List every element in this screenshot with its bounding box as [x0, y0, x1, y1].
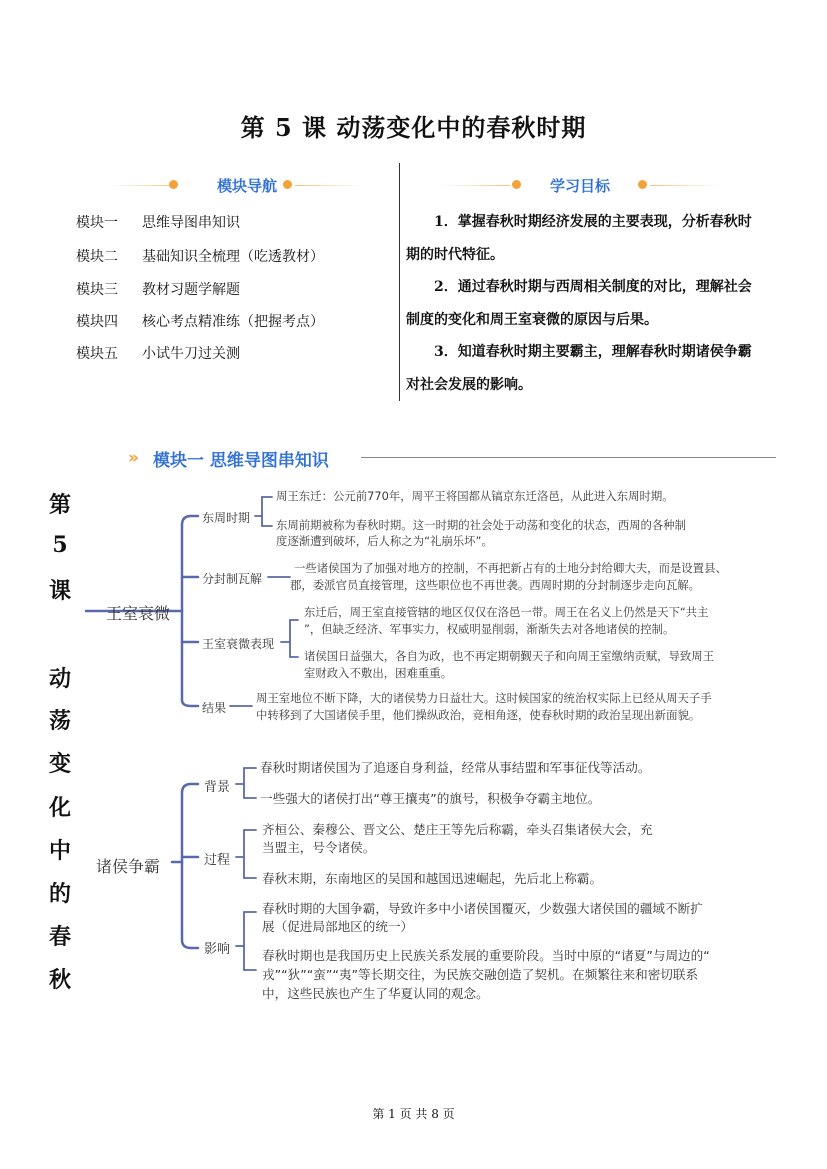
- goal-1: 1．掌握春秋时期经济发展的主要表现，分析春秋时期的时代特征。: [406, 214, 752, 263]
- double-chevron-icon: »: [128, 448, 139, 468]
- mindmap-leaf: 戎”“狄”“蛮”“夷”等长期交往，为民族交融创造了契机。在频繁往来和密切联系: [262, 967, 699, 982]
- mindmap-branch: 王室衰微表现: [202, 637, 275, 651]
- mindmap-leaf: 春秋时期的大国争霸，导致许多中小诸侯国覆灭，少数强大诸侯国的疆域不断扩: [262, 901, 703, 916]
- mindmap-leaf: 东迁后，周王室直接管辖的地区仅仅在洛邑一带。周王在名义上仍然是天下“共主: [304, 605, 709, 619]
- nav-heading-label: 模块导航: [216, 177, 277, 195]
- goal-3: 3．知道春秋时期主要霸主，理解春秋时期诸侯争霸对社会发展的影响。: [406, 344, 752, 393]
- vertical-title-char: 荡: [48, 708, 71, 734]
- mindmap-leaf: 东周前期被称为春秋时期。这一时期的社会处于动荡和变化的状态，西周的各种制: [276, 518, 687, 532]
- mindmap-leaf: 周王室地位不断下降，大的诸侯势力日益壮大。这时候国家的统治权实际上已经从周天子手: [256, 691, 712, 705]
- goal-2: 2．通过春秋时期与西周相关制度的对比，理解社会制度的变化和周王室衰微的原因与后果。: [406, 279, 752, 328]
- mindmap-branch: 分封制瓦解: [202, 572, 263, 586]
- nav-item-3: 模块三 教材习题学解题: [76, 282, 240, 298]
- vertical-title-char: 变: [48, 751, 71, 777]
- vertical-title-char: 5: [52, 532, 68, 558]
- vertical-title-char: 课: [48, 578, 71, 604]
- mindmap-leaf: 当盟主，号令诸侯。: [262, 840, 376, 855]
- mindmap-leaf: 中转移到了大国诸侯手里，他们操纵政治，竞相角逐，使春秋时期的政治呈现出新面貌。: [256, 708, 701, 722]
- vertical-title-char: 的: [48, 881, 71, 907]
- mindmap-main-node: 诸侯争霸: [96, 857, 161, 876]
- mindmap-branch: 东周时期: [202, 511, 251, 525]
- mindmap-main-node: 王室衰微: [106, 604, 171, 623]
- page-footer: 第 1 页 共 8 页: [372, 1107, 455, 1121]
- nav-item-2: 模块二 基础知识全梳理（吃透教材）: [76, 249, 324, 265]
- vertical-title-char: 第: [48, 492, 71, 518]
- mindmap-leaf: 郡，委派官员直接管理，这些职位也不再世袭。西周时期的分封制逐步走向瓦解。: [290, 578, 701, 592]
- vertical-title-char: 秋: [48, 967, 71, 993]
- page-title: 第 5 课 动荡变化中的春秋时期: [240, 113, 587, 142]
- mindmap-leaf: 一些强大的诸侯打出“尊王攘夷”的旗号，积极争夺霸主地位。: [260, 791, 601, 806]
- nav-item-4: 模块四 核心考点精准练（把握考点）: [76, 314, 324, 330]
- mindmap-branch: 结果: [202, 701, 227, 715]
- mindmap-leaf: 齐桓公、秦穆公、晋文公、楚庄王等先后称霸，牵头召集诸侯大会，充: [262, 822, 653, 837]
- mindmap-leaf: 春秋时期诸侯国为了追逐自身利益，经常从事结盟和军事征伐等活动。: [260, 760, 651, 775]
- mindmap-leaf: 春秋末期，东南地区的吴国和越国迅速崛起，先后北上称霸。: [262, 871, 603, 886]
- mindmap-branch: 影响: [204, 942, 231, 957]
- nav-item-5: 模块五 小试牛刀过关测: [76, 346, 240, 362]
- vertical-title-char: 中: [48, 838, 71, 864]
- mindmap-leaf: 中，这些民族也产生了华夏认同的观念。: [262, 986, 489, 1001]
- module1-heading-label: 模块一 思维导图串知识: [153, 451, 329, 471]
- mindmap-branch: 背景: [204, 780, 231, 795]
- vertical-title-char: 春: [48, 924, 71, 950]
- vertical-title-char: 化: [48, 795, 71, 821]
- nav-item-1: 模块一 思维导图串知识: [76, 215, 240, 231]
- mindmap-leaf: ”，但缺乏经济、军事实力，权威明显削弱，渐渐失去对各地诸侯的控制。: [304, 622, 675, 636]
- mindmap-leaf: 春秋时期也是我国历史上民族关系发展的重要阶段。当时中原的“诸夏”与周边的“: [262, 948, 710, 963]
- connector: [182, 611, 198, 706]
- mindmap-leaf: 室财政入不敷出，困难重重。: [304, 666, 453, 680]
- vertical-title-char: 动: [48, 666, 71, 692]
- mindmap-branch: 过程: [204, 853, 231, 868]
- goals-heading-label: 学习目标: [549, 177, 610, 195]
- mindmap-leaf: 周王东迁：公元前770年，周平王将国都从镐京东迁洛邑，从此进入东周时期。: [276, 489, 674, 503]
- mindmap-leaf: 度逐渐遭到破坏，后人称之为“礼崩乐坏”。: [276, 534, 493, 548]
- connector: [182, 516, 198, 611]
- mindmap-leaf: 一些诸侯国为了加强对地方的控制，不再把新占有的土地分封给卿大夫，而是设置县、: [294, 561, 727, 575]
- mindmap-leaf: 展（促进局部地区的统一）: [262, 919, 414, 934]
- mindmap-leaf: 诸侯国日益强大，各自为政，也不再定期朝觐天子和向周王室缴纳贡赋，导致周王: [304, 649, 715, 663]
